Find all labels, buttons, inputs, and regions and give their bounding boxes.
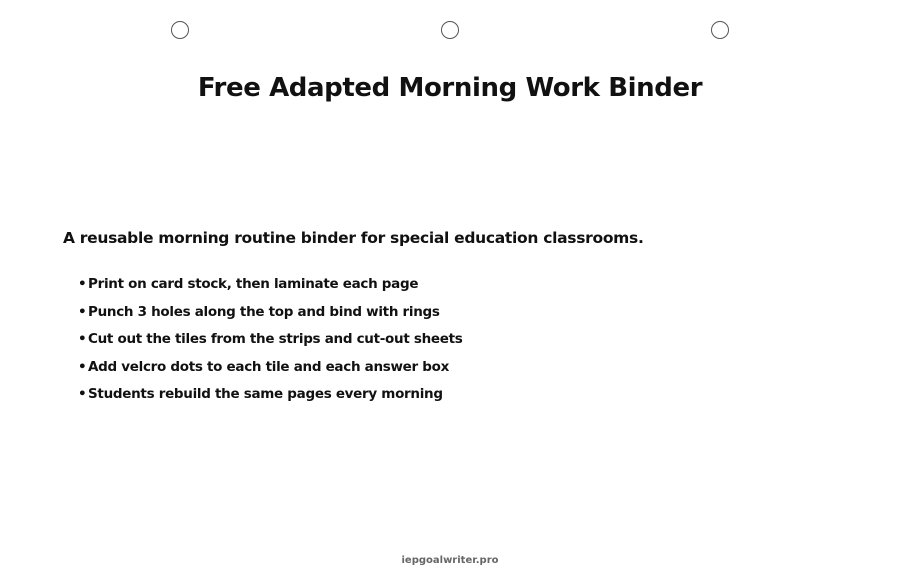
instruction-text: Add velcro dots to each tile and each answer box [88, 358, 450, 375]
instruction-text: Cut out the tiles from the strips and cut-out sheets [88, 331, 463, 347]
bullet-icon: • [78, 331, 87, 347]
bullet-icon: • [78, 303, 87, 320]
bullet-icon: • [78, 386, 87, 402]
bullet-icon: • [78, 276, 87, 292]
page-title: Free Adapted Morning Work Binder [197, 73, 703, 103]
page-subtitle: A reusable morning routine binder for special education classrooms. [63, 229, 644, 247]
punch-hole-center [441, 21, 459, 39]
instruction-item [78, 354, 463, 382]
instruction-item [78, 326, 463, 354]
instruction-text: Print on card stock, then laminate each page [88, 276, 419, 292]
instruction-item [78, 381, 463, 409]
instruction-text: Punch 3 holes along the top and bind with rings [88, 303, 440, 320]
footer-site-url: iepgoalwriter.pro [401, 555, 499, 566]
instruction-item [78, 299, 463, 327]
instructions-list [78, 271, 463, 409]
bullet-icon: • [78, 358, 87, 375]
punch-hole-right [711, 21, 729, 39]
instruction-text: Students rebuild the same pages every morning [88, 386, 443, 402]
punch-hole-left [171, 21, 189, 39]
instruction-item [78, 271, 463, 299]
